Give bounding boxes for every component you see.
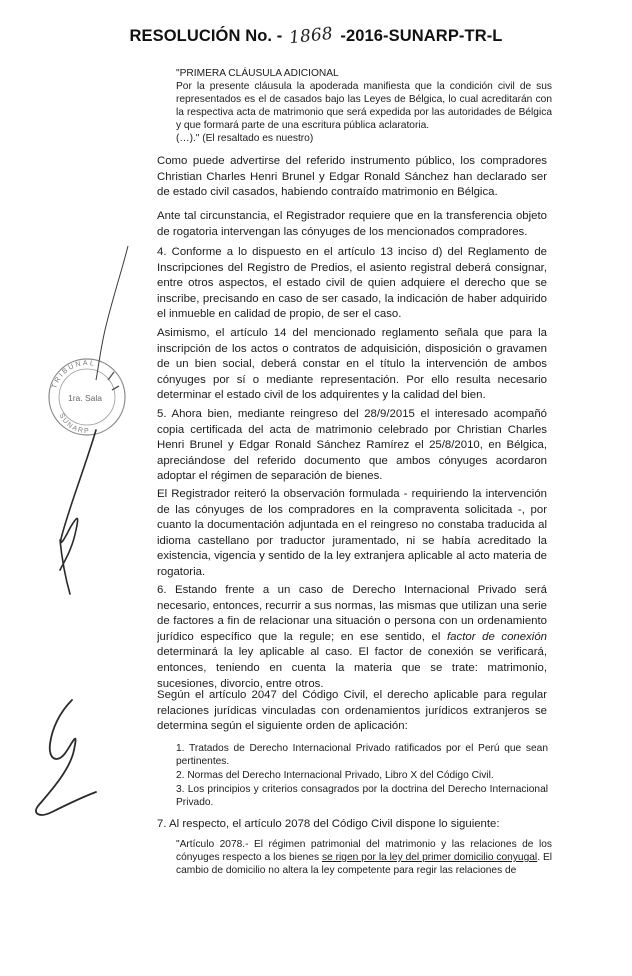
signature-mark-bottom <box>36 700 96 815</box>
stamp-bottom-text: SUNARP <box>57 412 91 436</box>
emphasized-term: factor de conexión <box>447 630 547 643</box>
underlined-text: se rigen por la ley del primer domicilio conyugal <box>321 852 538 863</box>
paragraph-text-part: 6. Estando frente a un caso de Derecho Internacional Privado será necesario, entonces, recurrir a sus normas, las mismas que utilizan una serie de factores a fin de relacionar una situación o persona con un ordenamiento jurídico específico que la regule; en ese sentido, el <box>157 584 547 643</box>
list-item: 1. Tratados de Derecho Internacional Privado ratificados por el Perú que sean pertinentes. <box>176 743 548 767</box>
paragraph-text-part: determinará la ley aplicable al caso. El factor de conexión se verificará, entonces, teniendo en cuenta la materia que se trate: matrimonio, sucesiones, divorcio, entre otros. <box>157 646 547 690</box>
paragraph-text: 4. Conforme a lo dispuesto en el artículo 13 inciso d) del Reglamento de Inscripciones del Registro de Predios, el asiento registral deberá consignar, entre otros aspectos, el estado civil de quien adquiere el derecho que se inscribe, precisando en caso de ser casado, la indicación de haber adquirido el inmueble en calidad de propio, de ser el caso. <box>157 246 547 321</box>
quoted-clause-body: Por la presente cláusula la apoderada manifiesta que la condición civil de sus representados es el de casados bajo las Leyes de Bélgica, lo cual acreditarán con la respectiva acta de matrimonio que será expedida por las autoridades de Bélgica y que formará parte de una escritura pública aclaratoria. <box>176 81 552 131</box>
stamp-top-text: TRIBUNAL <box>51 359 97 390</box>
quoted-article-part: "Artículo 2078.- El régimen patrimonial del matrimonio y las relaciones de los cónyuges respecto a los bienes <box>176 839 552 863</box>
quoted-clause-title: "PRIMERA CLÁUSULA ADICIONAL <box>176 68 339 79</box>
signature-mark-top <box>96 246 128 380</box>
resolution-number-handwritten: 1868 <box>288 23 335 49</box>
stamp-middle-text: 1ra. Sala <box>68 393 103 403</box>
tribunal-stamp <box>49 359 125 435</box>
paragraph-text: El Registrador reiteró la observación formulada - requiriendo la intervención de las cónyuges de los compradores en la compraventa solicitada -, por cuanto la documentación adjuntada en el reingreso no constaba traducida al idioma castellano por traductor juramentado, ni se había acreditado la existencia, vigencia y sentido de la ley extranjera aplicable al acto materia de rogatoria. <box>157 488 547 578</box>
signature-mark-middle <box>60 430 96 594</box>
paragraph-text: Ante tal circunstancia, el Registrador requiere que en la transferencia objeto de rogatoria intervengan las cónyuges de los mencionados compradores. <box>157 210 547 238</box>
resolution-prefix: RESOLUCIÓN No. - <box>129 27 283 45</box>
paragraph-text: 5. Ahora bien, mediante reingreso del 28/9/2015 el interesado acompañó copia certificada del acta de matrimonio celebrado por Christian Charles Henri Brunel y Edgar Ronald Sánchez Ramírez el 25/8/2010, en Bélgica, apreciándose del referido documento que ambos cónyuges acordaron adoptar el régimen de separación de bienes. <box>157 408 547 483</box>
paragraph-text: Como puede advertirse del referido instrumento público, los compradores Christian Charles Henri Brunel y Edgar Ronald Sánchez han declarado ser de estado civil casados, habiendo contraído matrimonio en Bélgica. <box>157 155 547 199</box>
paragraph-text: Asimismo, el artículo 14 del mencionado reglamento señala que para la inscripción de los actos o contratos de adquisición, disposición o gravamen de un bien social, deberá constar en el título la intervención de ambos cónyuges por sí o mediante representación. Por ello resulta necesario determinar el estado civil de los adquirentes y la calidad del bien. <box>157 327 547 402</box>
paragraph-text: 7. Al respecto, el artículo 2078 del Código Civil dispone lo siguiente: <box>157 818 500 830</box>
list-item: 3. Los principios y criterios consagrados por la doctrina del Derecho Internacional Privado. <box>176 784 548 808</box>
resolution-suffix: -2016-SUNARP-TR-L <box>340 27 503 45</box>
paragraph-text: Según el artículo 2047 del Código Civil, el derecho aplicable para regular relaciones jurídicas vinculadas con ordenamientos jurídicos extranjeros se determina según el siguiente orden de aplicación: <box>157 689 547 733</box>
quoted-clause-end: (…)." (El resaltado es nuestro) <box>176 133 314 144</box>
quoted-article-part: . El cambio de domicilio no altera la ley competente para regir las relaciones de <box>176 852 553 876</box>
list-item: 2. Normas del Derecho Internacional Privado, Libro X del Código Civil. <box>176 770 494 781</box>
